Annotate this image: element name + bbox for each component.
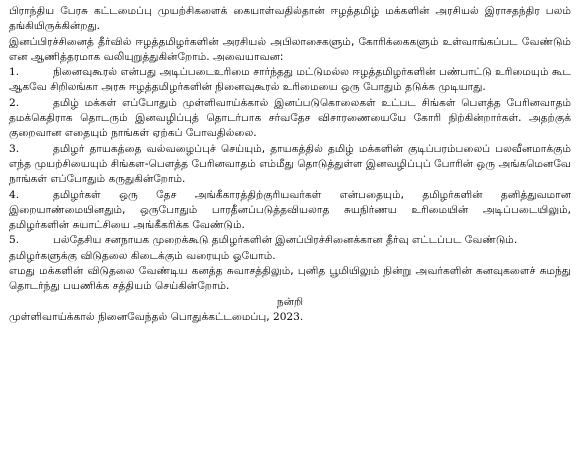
list-item-number: 3. <box>9 142 20 155</box>
list-item <box>9 188 571 234</box>
list-item-number: 2. <box>9 96 20 109</box>
signature-year: 2023. <box>272 310 304 323</box>
list-item-text: பல்தேசிய சனநாயக முறைக்கூடு தமிழர்களின் இனப்பிரச்சினைக்கான தீர்வு எட்டப்பட வேண்டும். <box>53 234 518 247</box>
intro-paragraph: இனப்பிரச்சினைத் தீர்வில் ஈழத்தமிழர்களின் அரசியல் அபிலாசைகளும், கோரிக்கைகளும் உள்வாங்கப்பட வேண்டும் என ஆணித்தரமாக வலியுறுத்துகின்றோம். அவையாவன: <box>9 35 571 63</box>
list-item-text: தமிழர் தாயகத்தை வல்வழைப்புச் செய்யும், தாயகத்தில் தமிழ் மக்களின் குடிப்பரம்பலைப் பலவீனமாக்கும் எந்த முயற்சியையும் சிங்கள-பௌத்த பேரினவாதம் எம்மீது தொடுத்துள்ள இனவழிப்புப் போரின் ஒரு அங்கமெனவே நாங்கள் எப்போதும் கருதுகின்றோம். <box>9 142 571 186</box>
signature-line <box>9 310 571 325</box>
closing-paragraph: எமது மக்களின் விடுதலை வேண்டிய கனத்த சுவாசத்திலும், புனித பூமியிலும் நின்று அவர்களின் கனவுகளைச் சுமந்து தொடர்ந்து பயணிக்க சத்தியம் செய்கின்றோம். <box>9 265 571 293</box>
list-item <box>9 65 571 96</box>
list-item-text: தமிழ் மக்கள் எப்போதும் முள்ளிவாய்க்கால் இனப்படுகொலைகள் உட்பட சிங்கள் பௌத்த பேரினவாதம் தமக்கெதிராக தொடரும் இனவழிப்புத் தொடர்பாக சர்வதேச விசாரணையையே கோரி நிற்கின்றார்கள். அதற்குக் குறைவான எதையும் நாங்கள் ஏற்கப் போவதில்லை. <box>9 96 571 140</box>
list-item-text: தமிழர்கள் ஒரு தேச அங்கீகாரத்திற்குரியவர்கள் என்பதையும், தமிழர்களின் தனித்துவமான இறையாண்மையினதும், ஒருபோதும் பாரதீனப்படுத்தவியலாத சுயநிர்ணய உரிமையின் அடிப்படையிலும், தமிழர்களின் சுயாட்சியை அங்கீகரிக்க வேண்டும். <box>9 188 571 232</box>
list-item <box>9 96 571 142</box>
thanks-line: நன்றி <box>276 295 304 308</box>
closing-paragraph: தமிழர்களுக்கு விடுதலை கிடைக்கும் வரையும் ஓயோம். <box>9 249 276 262</box>
list-item <box>9 233 571 248</box>
list-item <box>9 142 571 188</box>
list-item-number: 1. <box>9 66 20 79</box>
list-item-number: 4. <box>9 188 20 201</box>
list-item-number: 5. <box>9 234 20 247</box>
signature-organization: முள்ளிவாய்க்கால் நினைவேந்தல் பொதுக்கட்டமைப்பு, <box>9 310 270 323</box>
intro-paragraph: பிராந்திய பேரசு கட்டமைப்பு முயற்சிகளைக் கையாள்வதில்தான் ஈழத்தமிழ் மக்களின் அரசியல் இராசதந்திர பலம் தங்கியிருக்கின்றது. <box>9 5 571 33</box>
list-item-text: நினைவுகூரல் என்பது அடிப்படைஉரிமை சார்ந்தது மட்டுமல்ல ஈழத்தமிழர்களின் பண்பாட்டு உரிமையும் கூட ஆகவே சிறிலங்கா அரசு ஈழத்தமிழர்களின் நினைவுகூரல் உரிமையை ஒரு போதும் தடுக்க முடியாது. <box>9 66 571 94</box>
